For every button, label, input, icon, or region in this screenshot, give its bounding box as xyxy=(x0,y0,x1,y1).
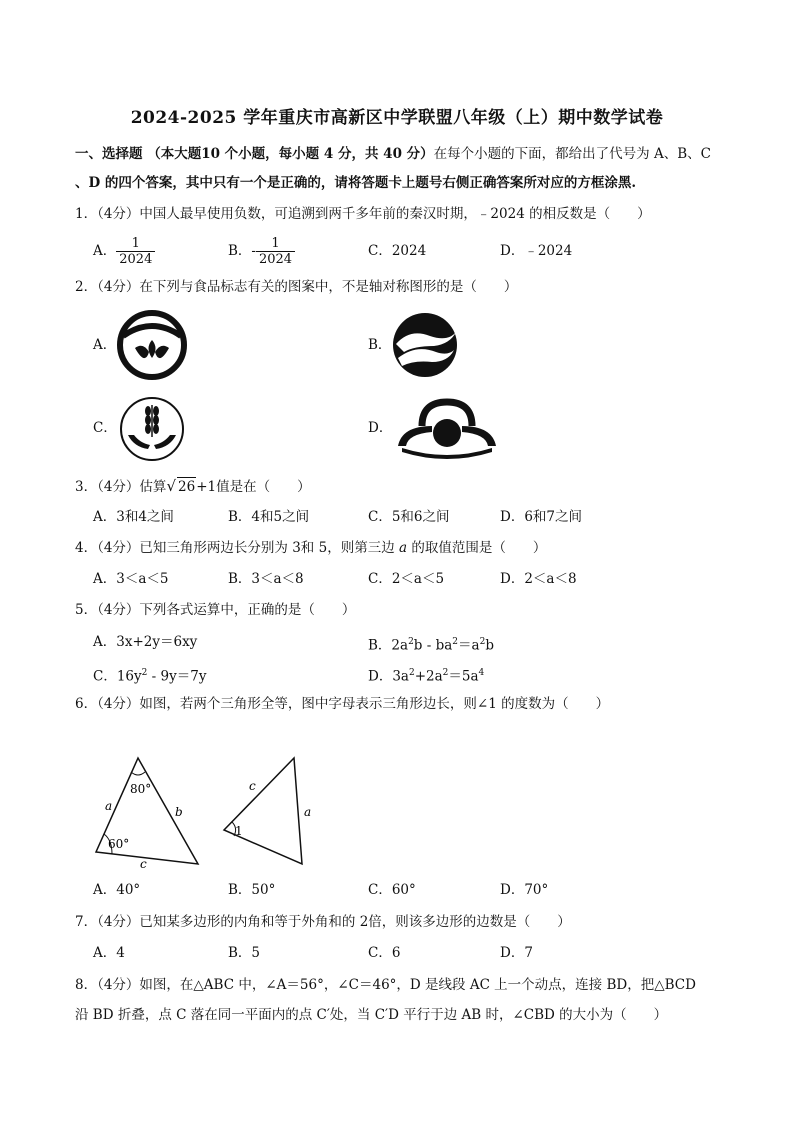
q1-option-b-letter: B． xyxy=(228,243,252,259)
q1-option-b-fraction xyxy=(256,236,295,267)
q7-option-c[interactable]: C．6 xyxy=(368,945,401,961)
q1-option-d[interactable]: D．﹣2024 xyxy=(500,243,573,259)
q1-a-denominator: 2024 xyxy=(116,251,155,267)
question-8-line1: 8．（4分）如图，在△ABC 中，∠A＝56°，∠C＝46°，D 是线段 AC 上一个动点，连接 BD，把△BCD xyxy=(75,977,696,993)
q3-stem-pre: 3．（4分）估算 xyxy=(75,479,167,495)
angle-top-arc xyxy=(131,772,145,775)
q5-c-part2: - 9y＝7y xyxy=(147,668,207,685)
q5-b-part3: ＝a xyxy=(458,637,480,654)
q1-option-b-sign: - xyxy=(251,243,256,259)
question-7-stem: 7．（4分）已知某多边形的内角和等于外角和的 2倍，则该多边形的边数是（ ） xyxy=(75,914,571,930)
q5-d-sup3: 4 xyxy=(478,668,485,678)
section-heading-bold: 一、选择题 （本大题10 个小题，每小题 4 分，共 40 分） xyxy=(75,146,434,162)
food-logo-c-icon xyxy=(118,395,186,463)
q5-b-part2: b - ba xyxy=(413,637,453,654)
q2-option-c[interactable]: C． xyxy=(93,420,117,436)
question-3-stem xyxy=(75,477,311,496)
q1-option-a-fraction xyxy=(116,236,155,267)
q5-b-part4: b xyxy=(485,637,494,654)
q5-option-d[interactable] xyxy=(368,664,484,686)
q4-stem-post: 的取值范围是（ ） xyxy=(407,540,547,556)
q5-b-sup1: 2 xyxy=(408,637,414,647)
triangle-left-figure xyxy=(90,752,205,870)
q2-option-b[interactable]: B． xyxy=(368,337,392,353)
q5-d-part2: +2a xyxy=(414,668,443,685)
q4-option-d[interactable]: D．2＜a＜8 xyxy=(500,571,577,587)
page-title: 2024-2025 学年重庆市高新区中学联盟八年级（上）期中数学试卷 xyxy=(130,108,664,128)
q5-option-c[interactable] xyxy=(93,664,206,686)
q5-option-a[interactable]: A．3x+2y＝6xy xyxy=(93,634,198,650)
q5-b-sup3: 2 xyxy=(479,637,486,647)
q5-c-part1: C．16y xyxy=(93,668,142,685)
food-logo-b-icon xyxy=(390,310,460,380)
triangle-right-figure xyxy=(220,752,320,870)
q1-b-numerator: 1 xyxy=(271,236,280,251)
food-logo-d-icon xyxy=(392,396,502,462)
question-8-line2: 沿 BD 折叠，点 C 落在同一平面内的点 C′处，当 C′D 平行于边 AB 时，∠CBD 的大小为（ ） xyxy=(75,1007,668,1023)
q5-d-part1: D．3a xyxy=(368,668,409,685)
question-2-stem: 2．（4分）在下列与食品标志有关的图案中，不是轴对称图形的是（ ） xyxy=(75,279,518,295)
label-side-c: c xyxy=(140,857,147,870)
q5-c-sup: 2 xyxy=(141,668,148,678)
q5-d-part3: ＝5a xyxy=(448,668,479,685)
q4-option-a[interactable]: A．3＜a＜5 xyxy=(93,571,169,587)
q1-option-a-letter: A． xyxy=(93,243,117,259)
q5-d-sup1: 2 xyxy=(408,668,415,678)
q5-b-sup2: 2 xyxy=(452,637,459,647)
q3-option-c[interactable]: C．5和6之间 xyxy=(368,509,450,525)
section-heading-rest: 在每个小题的下面，都给出了代号为 A、B、C xyxy=(433,146,711,162)
q1-a-numerator: 1 xyxy=(131,236,140,251)
label-80: 80° xyxy=(130,782,152,796)
section-heading-line2: 、D 的四个答案，其中只有一个是正确的，请将答题卡上题号右侧正确答案所对应的方框涂黑. xyxy=(75,175,637,191)
label-60: 60° xyxy=(108,837,130,851)
q1-option-c[interactable]: C．2024 xyxy=(368,243,427,259)
question-5-stem: 5．（4分）下列各式运算中，正确的是（ ） xyxy=(75,602,356,618)
q3-stem-post: +1值是在（ ） xyxy=(196,479,311,495)
q2-option-d[interactable]: D． xyxy=(368,420,393,436)
q4-option-b[interactable]: B．3＜a＜8 xyxy=(228,571,304,587)
q7-option-b[interactable]: B．5 xyxy=(228,945,261,961)
q6-option-b[interactable]: B．50° xyxy=(228,882,276,898)
q7-option-a[interactable]: A．4 xyxy=(93,945,125,961)
q5-option-b[interactable] xyxy=(368,633,494,655)
q5-d-sup2: 2 xyxy=(442,668,449,678)
label-right-side-a: a xyxy=(304,805,312,819)
label-angle-1: 1 xyxy=(235,824,243,838)
section-heading-line1 xyxy=(75,145,711,163)
question-6-stem: 6．（4分）如图，若两个三角形全等，图中字母表示三角形边长，则∠1 的度数为（ ） xyxy=(75,696,610,712)
label-side-b: b xyxy=(175,805,183,819)
q4-stem-pre: 4．（4分）已知三角形两边长分别为 3和 5，则第三边 xyxy=(75,540,399,556)
label-right-side-c: c xyxy=(249,779,256,793)
q7-option-d[interactable]: D．7 xyxy=(500,945,533,961)
q1-option-b[interactable] xyxy=(228,236,295,267)
q1-option-a[interactable] xyxy=(93,236,155,267)
q3-option-a[interactable]: A．3和4之间 xyxy=(93,509,174,525)
question-4-stem xyxy=(75,539,546,557)
q3-option-b[interactable]: B．4和5之间 xyxy=(228,509,310,525)
q6-option-d[interactable]: D．70° xyxy=(500,882,549,898)
question-1-stem: 1．（4分）中国人最早使用负数，可追溯到两千多年前的秦汉时期，﹣2024 的相反数是（ ） xyxy=(75,206,651,222)
q4-option-c[interactable]: C．2＜a＜5 xyxy=(368,571,445,587)
q5-b-part1: B．2a xyxy=(368,637,409,654)
q2-option-a[interactable]: A． xyxy=(93,337,117,353)
q3-option-d[interactable]: D．6和7之间 xyxy=(500,509,583,525)
q1-b-denominator: 2024 xyxy=(256,251,295,267)
sqrt-sign-icon: √ xyxy=(166,477,176,495)
q3-radicand: 26 xyxy=(178,479,196,495)
q4-var: a xyxy=(398,540,408,556)
q6-option-a[interactable]: A．40° xyxy=(93,882,141,898)
label-side-a: a xyxy=(105,799,113,813)
q6-option-c[interactable]: C．60° xyxy=(368,882,416,898)
triangle-right-shape xyxy=(224,758,302,864)
food-logo-a-icon xyxy=(115,308,189,382)
